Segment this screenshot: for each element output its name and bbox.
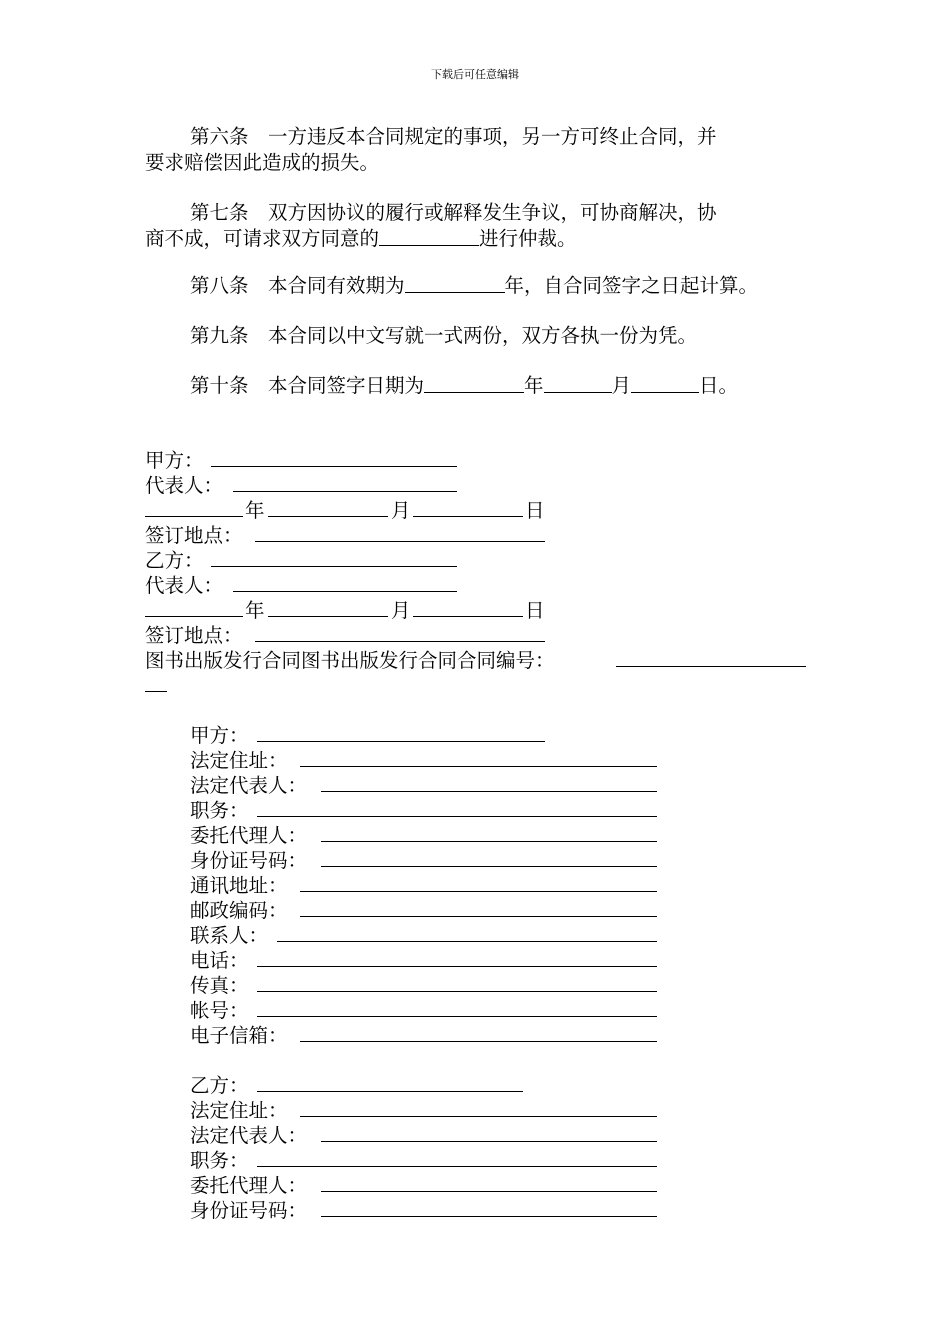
article-10-year: 年 — [524, 374, 544, 397]
article-10-month: 月 — [611, 374, 632, 397]
article-9: 第九条 本合同以中文写就一式两份，双方各执一份为凭。 — [190, 324, 698, 347]
party-b-name-blank[interactable] — [257, 1091, 523, 1092]
sig-party-a-label: 甲方： — [145, 449, 204, 472]
party-b-field-label: 乙方： — [190, 1074, 249, 1097]
party-a-field-label: 法定代表人： — [190, 774, 308, 797]
party-b-address-blank[interactable] — [300, 1116, 657, 1117]
party-b-id-blank[interactable] — [321, 1216, 657, 1217]
party-b-field-label: 法定住址： — [190, 1099, 288, 1122]
sig-place-a-blank[interactable] — [255, 541, 545, 542]
sig-b-month-label: 月 — [391, 599, 411, 622]
party-a-field-label: 身份证号码： — [190, 849, 308, 872]
article-8 — [190, 273, 758, 298]
sig-place-b-blank[interactable] — [255, 641, 545, 642]
article-8-text-before: 第八条 本合同有效期为 — [190, 274, 405, 297]
party-a-field-label: 联系人： — [190, 924, 269, 947]
article-8-text-after: 年，自合同签字之日起计算。 — [504, 274, 759, 297]
party-a-field-label: 职务： — [190, 799, 249, 822]
sign-day-blank[interactable] — [631, 373, 699, 393]
party-a-field-label: 邮政编码： — [190, 899, 288, 922]
party-a-account-blank[interactable] — [257, 1016, 657, 1017]
sig-rep-b-label: 代表人： — [145, 574, 224, 597]
party-a-email-blank[interactable] — [300, 1041, 657, 1042]
sig-b-day-label: 日 — [525, 599, 545, 622]
sig-a-month-blank[interactable] — [268, 516, 388, 517]
article-6-line-2: 要求赔偿因此造成的损失。 — [145, 151, 380, 174]
sig-a-year-blank[interactable] — [145, 516, 243, 517]
party-a-field-label: 传真： — [190, 974, 249, 997]
article-7-text-before: 商不成，可请求双方同意的 — [145, 227, 380, 250]
party-a-position-blank[interactable] — [257, 816, 657, 817]
party-b-field-label: 身份证号码： — [190, 1199, 308, 1222]
article-10-day: 日。 — [699, 374, 739, 397]
party-b-agent-blank[interactable] — [321, 1191, 657, 1192]
sig-a-month-label: 月 — [391, 499, 411, 522]
contract-2-title: 图书出版发行合同图书出版发行合同合同编号： — [145, 649, 555, 672]
sig-place-a-label: 签订地点： — [145, 524, 243, 547]
party-a-legal-rep-blank[interactable] — [321, 791, 657, 792]
validity-years-blank[interactable] — [405, 273, 505, 293]
sign-month-blank[interactable] — [544, 373, 612, 393]
sig-a-day-blank[interactable] — [413, 516, 523, 517]
sig-b-year-label: 年 — [245, 599, 265, 622]
party-a-field-label: 电子信箱： — [190, 1024, 288, 1047]
party-a-field-label: 通讯地址： — [190, 874, 288, 897]
party-a-agent-blank[interactable] — [321, 841, 657, 842]
sign-year-blank[interactable] — [424, 373, 524, 393]
party-a-id-blank[interactable] — [321, 866, 657, 867]
party-a-mail-address-blank[interactable] — [300, 891, 657, 892]
party-a-field-label: 甲方： — [190, 724, 249, 747]
sig-b-year-blank[interactable] — [145, 616, 243, 617]
page-header: 下载后可任意编辑 — [431, 68, 519, 81]
contract-number-blank[interactable] — [616, 666, 806, 667]
party-a-phone-blank[interactable] — [257, 966, 657, 967]
party-b-field-label: 委托代理人： — [190, 1174, 308, 1197]
article-10-text-before: 第十条 本合同签字日期为 — [190, 374, 425, 397]
article-7-text-after: 进行仲裁。 — [479, 227, 577, 250]
article-7-line-2 — [145, 226, 577, 251]
party-b-field-label: 法定代表人： — [190, 1124, 308, 1147]
party-a-field-label: 帐号： — [190, 999, 249, 1022]
arbitration-blank[interactable] — [379, 226, 479, 246]
party-a-field-label: 委托代理人： — [190, 824, 308, 847]
party-b-legal-rep-blank[interactable] — [321, 1141, 657, 1142]
sig-rep-b-blank[interactable] — [233, 591, 457, 592]
party-a-field-label: 电话： — [190, 949, 249, 972]
party-a-address-blank[interactable] — [300, 766, 657, 767]
party-b-field-label: 职务： — [190, 1149, 249, 1172]
article-6-line-1: 第六条 一方违反本合同规定的事项，另一方可终止合同，并 — [190, 125, 717, 148]
sig-party-a-blank[interactable] — [211, 466, 457, 467]
party-a-postcode-blank[interactable] — [300, 916, 657, 917]
sig-b-month-blank[interactable] — [268, 616, 388, 617]
article-10 — [190, 373, 738, 398]
sig-a-day-label: 日 — [525, 499, 545, 522]
sig-rep-a-blank[interactable] — [233, 491, 457, 492]
sig-rep-a-label: 代表人： — [145, 474, 224, 497]
party-a-contact-blank[interactable] — [277, 941, 657, 942]
party-a-name-blank[interactable] — [257, 741, 545, 742]
sig-place-b-label: 签订地点： — [145, 624, 243, 647]
article-7-line-1: 第七条 双方因协议的履行或解释发生争议，可协商解决，协 — [190, 201, 717, 224]
sig-b-day-blank[interactable] — [413, 616, 523, 617]
party-a-field-label: 法定住址： — [190, 749, 288, 772]
sig-party-b-label: 乙方： — [145, 549, 204, 572]
contract-number-blank-cont[interactable] — [145, 691, 167, 692]
party-b-position-blank[interactable] — [257, 1166, 657, 1167]
party-a-fax-blank[interactable] — [257, 991, 657, 992]
sig-a-year-label: 年 — [245, 499, 265, 522]
sig-party-b-blank[interactable] — [211, 566, 457, 567]
